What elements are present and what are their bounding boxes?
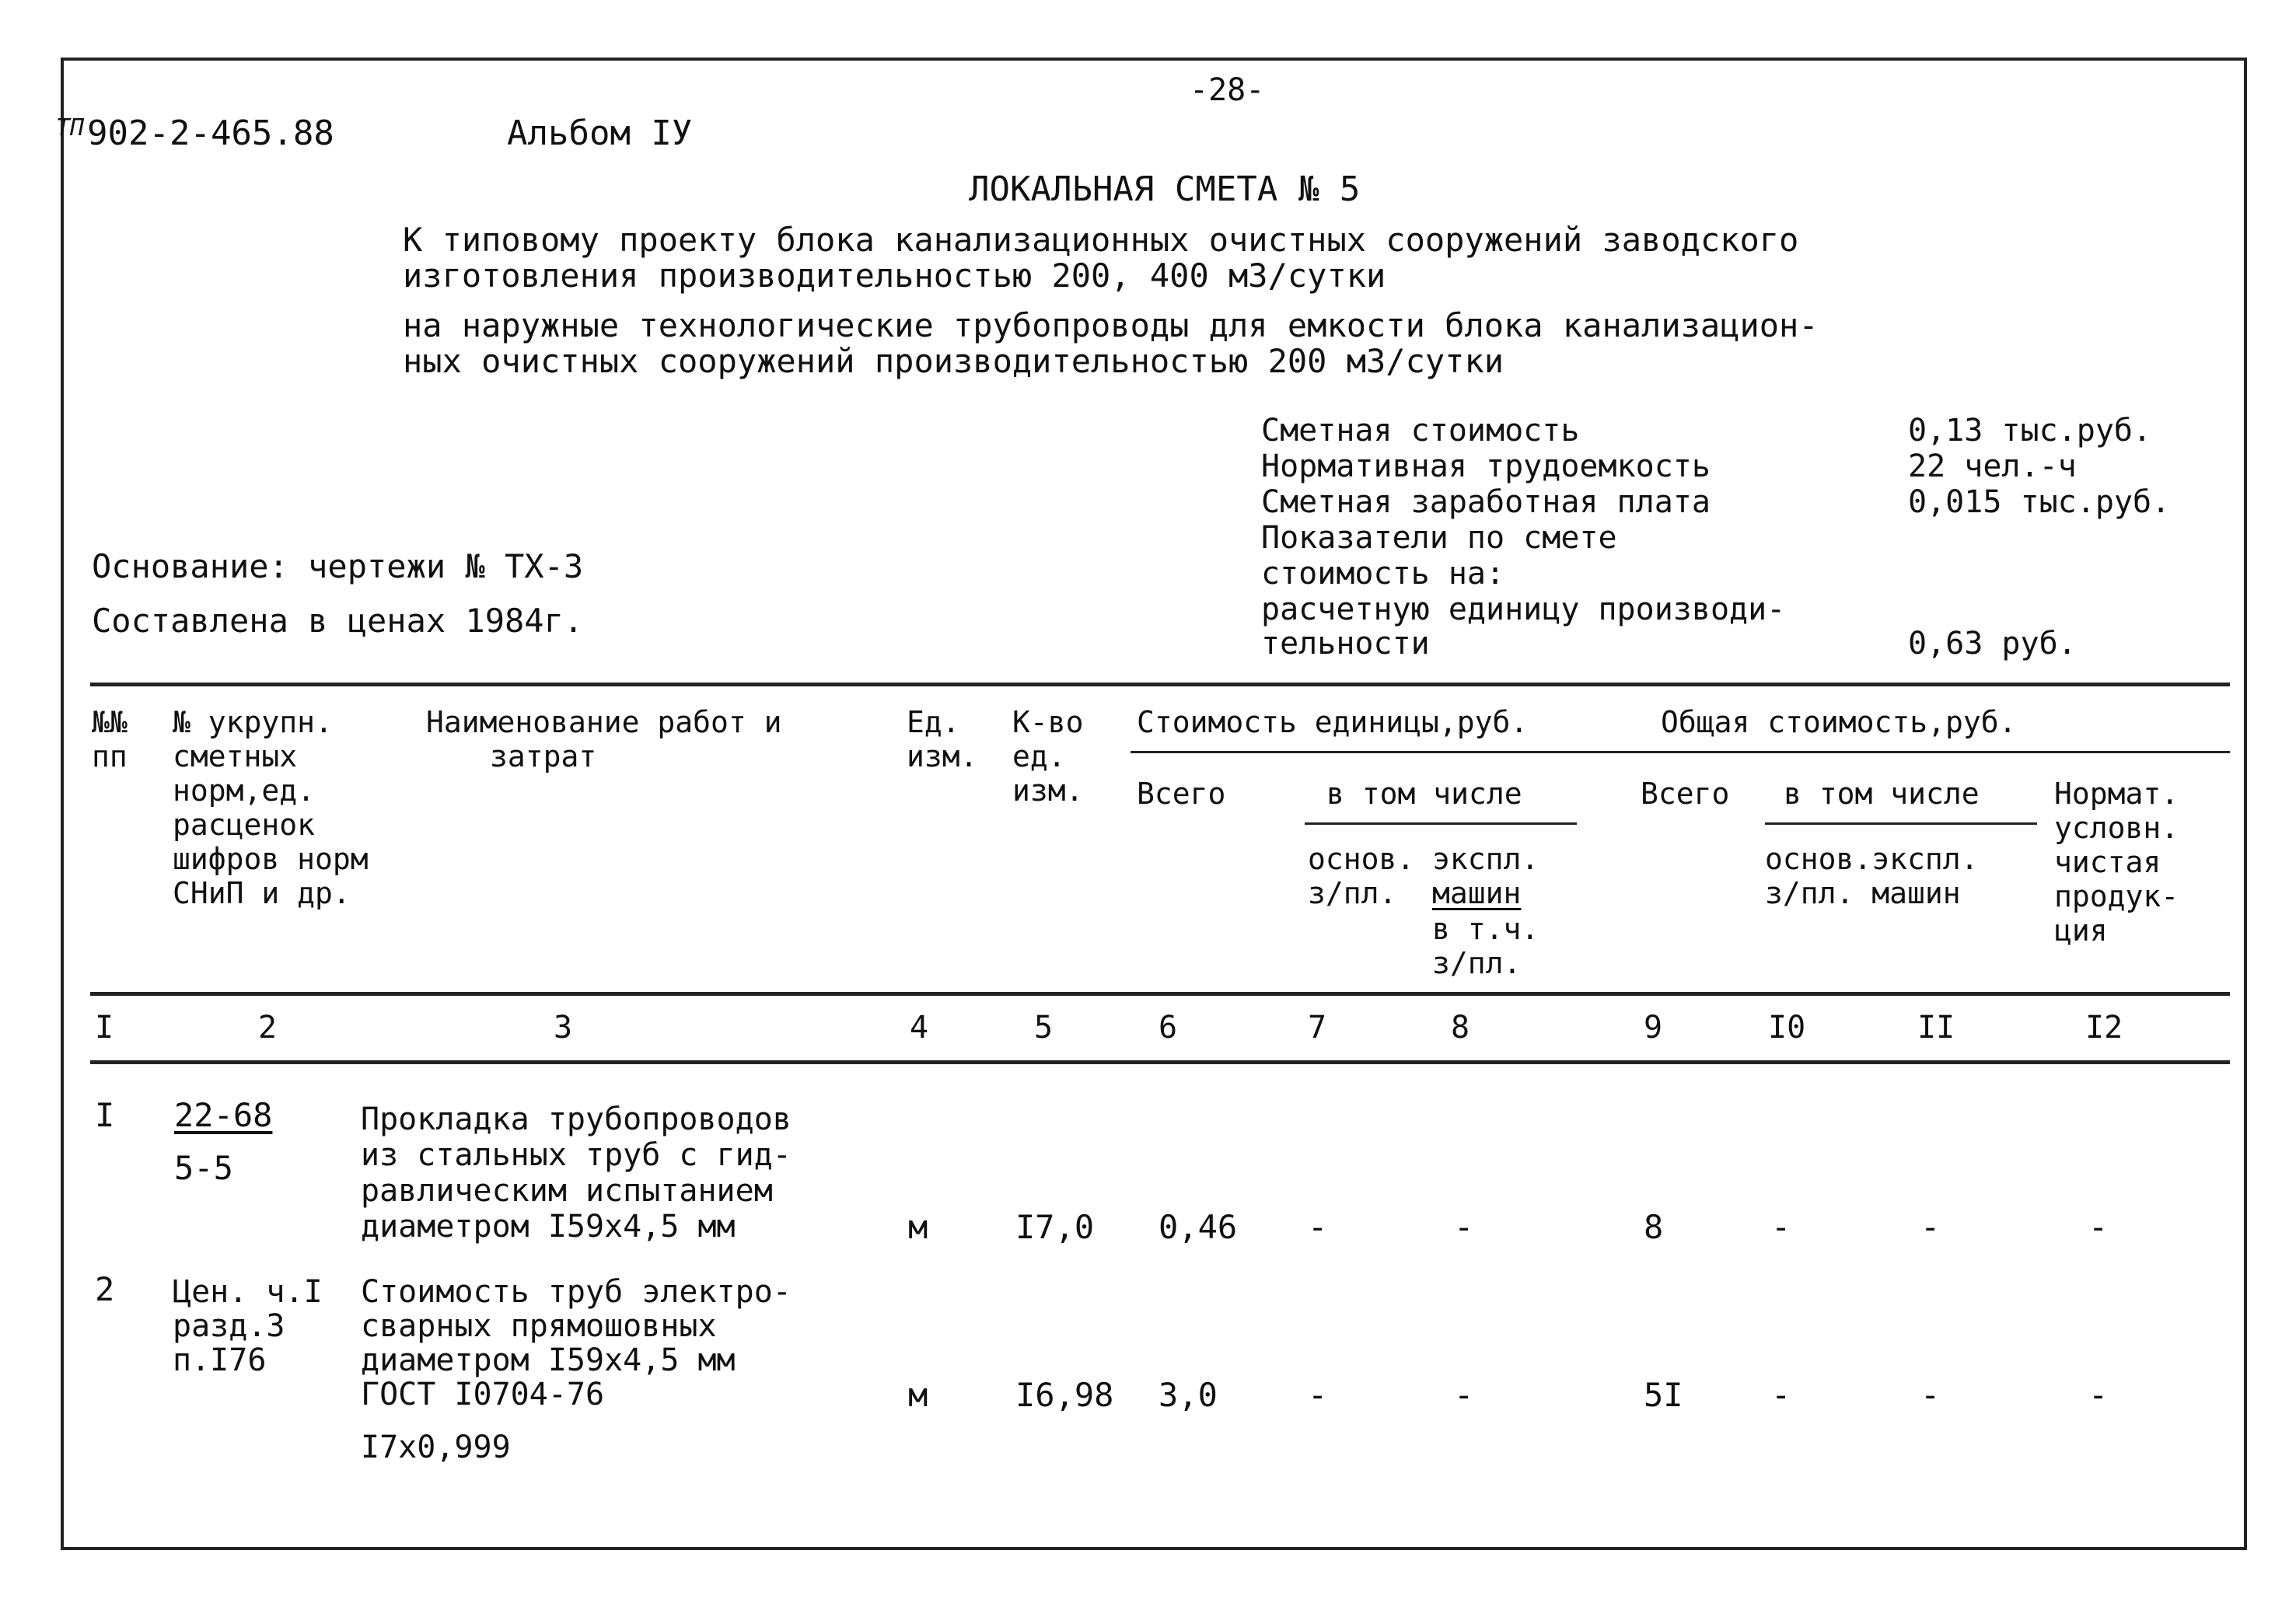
row1-num: I <box>95 1096 115 1134</box>
header-col2-line3: норм,ед. <box>173 773 316 808</box>
row2-qty: I6,98 <box>1015 1376 1114 1414</box>
description-line-1: на наружные технологические трубопроводы для емкости блока канализацион- <box>403 306 1819 344</box>
doc-code-prefix: ТП <box>56 114 85 141</box>
header-col5-line1: К-во <box>1012 705 1084 739</box>
row1-unit: м <box>908 1208 928 1246</box>
header-col4-line1: Ед. <box>907 705 960 739</box>
table-top-rule <box>90 683 2230 686</box>
row2-total-wage: - <box>1771 1376 1791 1414</box>
row2-total-machines: - <box>1920 1376 1941 1414</box>
header-machines-line1: экспл. <box>1432 842 1539 876</box>
row1-code-line2: 5-5 <box>174 1149 233 1187</box>
column-number-8: 8 <box>1451 1010 1470 1046</box>
row2-num: 2 <box>95 1270 115 1308</box>
header-incl-wage-line1: в т.ч. <box>1432 912 1539 946</box>
header-col5-line3: изм. <box>1012 773 1084 808</box>
row2-unit: м <box>908 1376 928 1414</box>
subtitle-line-2: изготовления производительностью 200, 400 м3/сутки <box>403 257 1386 295</box>
row2-code-line3: п.I76 <box>173 1342 267 1378</box>
row1-unit-machines: - <box>1454 1208 1474 1246</box>
header-col5-line2: ед. <box>1012 739 1066 773</box>
column-number-6: 6 <box>1158 1010 1178 1046</box>
header-basic-wage-line2: з/пл. <box>1308 876 1397 910</box>
summary-value-labor: 22 чел.-ч <box>1908 449 2077 484</box>
basis-text: Основание: чертежи № ТХ-3 <box>92 547 584 585</box>
header-col2-line2: сметных <box>173 739 298 773</box>
summary-label-unit-capacity: расчетную единицу производи- <box>1261 592 1786 627</box>
header-basic-wage-machines-line2: з/пл. машин <box>1765 876 1961 910</box>
unit-including-rule <box>1305 822 1577 825</box>
row1-name-line2: из стальных труб с гид- <box>361 1137 792 1173</box>
header-machines-line2: машин <box>1432 876 1522 910</box>
album-label: Альбом IУ <box>507 113 693 153</box>
summary-value-wage: 0,015 тыс.руб. <box>1908 484 2171 520</box>
total-including-rule <box>1765 822 2037 825</box>
column-number-7: 7 <box>1308 1010 1327 1046</box>
page-number: -28- <box>1190 72 1265 108</box>
row1-code-line1: 22-68 <box>174 1096 273 1134</box>
column-number-11: II <box>1917 1010 1955 1046</box>
row1-unit-wage: - <box>1308 1208 1328 1246</box>
header-col3-line2: затрат <box>490 739 597 773</box>
row1-total-machines: - <box>1920 1208 1941 1246</box>
header-col2-line6: СНиП и др. <box>173 876 351 910</box>
row2-total: 5I <box>1644 1376 1683 1414</box>
header-normative-line5: ция <box>2054 913 2108 948</box>
summary-value-cost: 0,13 тыс.руб. <box>1908 413 2152 449</box>
row2-name-line2: сварных прямошовных <box>361 1308 717 1344</box>
row2-unit-total: 3,0 <box>1158 1376 1218 1414</box>
row1-total-wage: - <box>1771 1208 1791 1246</box>
row2-normative: - <box>2088 1376 2109 1414</box>
column-number-9: 9 <box>1644 1010 1663 1046</box>
column-number-3: 3 <box>554 1010 573 1046</box>
row1-name-line3: равлическим испытанием <box>361 1173 773 1209</box>
column-number-10: I0 <box>1768 1010 1806 1046</box>
summary-label-labor: Нормативная трудоемкость <box>1261 449 1711 484</box>
row1-name-line4: диаметром I59x4,5 мм <box>361 1209 736 1245</box>
summary-label-indicators: Показатели по смете <box>1261 520 1617 556</box>
header-incl-wage-line2: з/пл. <box>1432 946 1522 980</box>
header-col1-line1: №№ <box>92 705 128 739</box>
column-numbers-rule <box>90 1060 2230 1064</box>
column-number-1: I <box>95 1010 114 1046</box>
row2-unit-machines: - <box>1454 1376 1474 1414</box>
header-normative-line3: чистая <box>2054 845 2161 879</box>
header-total-including: в том числе <box>1784 777 1980 811</box>
summary-label-cost-per: стоимость на: <box>1261 556 1505 592</box>
header-col4-line2: изм. <box>907 739 978 773</box>
row1-qty: I7,0 <box>1015 1208 1095 1246</box>
header-unit-cost-group: Стоимость единицы,руб. <box>1137 705 1529 739</box>
row2-code-line2: разд.3 <box>173 1308 285 1344</box>
column-number-12: I2 <box>2085 1010 2123 1046</box>
row2-code-line1: Цен. ч.I <box>173 1274 323 1310</box>
column-number-5: 5 <box>1034 1010 1054 1046</box>
header-normative-line1: Нормат. <box>2054 777 2179 811</box>
description-line-2: ных очистных сооружений производительностью 200 м3/сутки <box>403 342 1504 380</box>
doc-code: 902-2-465.88 <box>87 113 334 153</box>
prices-year-text: Составлена в ценах 1984г. <box>92 602 584 640</box>
row1-normative: - <box>2088 1208 2109 1246</box>
cost-group-rule <box>1131 751 2230 753</box>
header-normative-line2: условн. <box>2054 811 2179 845</box>
row1-name-line1: Прокладка трубопроводов <box>361 1102 792 1137</box>
summary-label-wage: Сметная заработная плата <box>1261 484 1711 520</box>
header-grand-total: Всего <box>1641 777 1730 811</box>
header-basic-wage-line1: основ. <box>1308 842 1415 876</box>
summary-label-productivity: тельности <box>1261 626 1430 662</box>
row2-name-line4: ГОСТ I0704-76 <box>361 1377 605 1412</box>
header-basic-wage-machines-line1: основ.экспл. <box>1765 842 1979 876</box>
header-col1-line2: пп <box>92 739 128 773</box>
header-col2-line1: № укрупн. <box>173 705 333 739</box>
row2-name-line3: диаметром I59x4,5 мм <box>361 1342 736 1378</box>
row1-unit-total: 0,46 <box>1158 1208 1238 1246</box>
row2-name-line1: Стоимость труб электро- <box>361 1274 792 1310</box>
column-number-4: 4 <box>910 1010 929 1046</box>
header-col2-line5: шифров норм <box>173 842 369 876</box>
header-unit-total: Всего <box>1137 777 1226 811</box>
column-number-2: 2 <box>258 1010 278 1046</box>
summary-value-productivity: 0,63 руб. <box>1908 626 2077 662</box>
header-unit-including: в том числе <box>1326 777 1522 811</box>
header-bottom-rule <box>90 992 2230 996</box>
header-col3-line1: Наименование работ и <box>426 705 782 739</box>
header-normative-line4: продук- <box>2054 879 2179 913</box>
row2-unit-wage: - <box>1308 1376 1328 1414</box>
document-title: ЛОКАЛЬНАЯ СМЕТА № 5 <box>969 169 1361 209</box>
header-total-cost-group: Общая стоимость,руб. <box>1661 705 2017 739</box>
header-col2-line4: расценок <box>173 808 316 842</box>
summary-label-cost: Сметная стоимость <box>1261 413 1580 449</box>
row1-total: 8 <box>1644 1208 1664 1246</box>
subtitle-line-1: К типовому проекту блока канализационных очистных сооружений заводского <box>403 221 1799 259</box>
row2-extra: I7x0,999 <box>361 1430 511 1465</box>
